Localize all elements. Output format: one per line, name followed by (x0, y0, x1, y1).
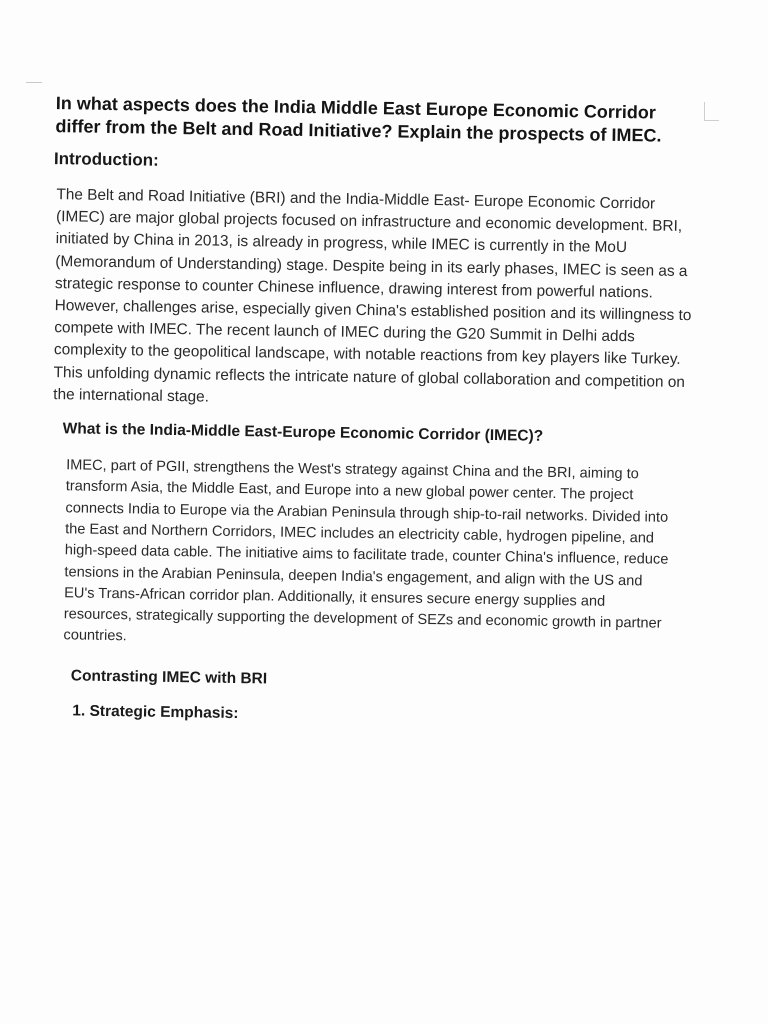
strategic-emphasis-heading: 1. Strategic Emphasis: (72, 702, 239, 722)
imec-section-heading: What is the India-Middle East-Europe Economic Corridor (IMEC)? (62, 420, 544, 445)
contrast-section-heading: Contrasting IMEC with BRI (70, 667, 268, 688)
scan-corner-bracket (704, 102, 719, 121)
introduction-paragraph: The Belt and Road Initiative (BRI) and the India-Middle East- Europe Economic Corridor (IMEC) are major global projects focused on infrastructure and economic development. BRI, initiated by China in 2013, is already in progress, while IMEC is currently in the MoU (Memorandum of Understanding) stage. Despite being in its early phases, IMEC is seen as a strategic response to counter Chinese influence, drawing interest from powerful nations. However, challenges arise, especially given China's established position and its willingness to compete with IMEC. The recent launch of IMEC during the G20 Summit in Delhi adds complexity to the geopolitical landscape, with notable reactions from key players like Turkey. This unfolding dynamic reflects the intricate nature of global collaboration and competition on the international stage. (53, 186, 692, 406)
question-heading: In what aspects does the India Middle East Europe Economic Corridor differ from the Belt and Road Initiative? Explain the prospects of IMEC. (55, 93, 662, 146)
imec-paragraph: IMEC, part of PGII, strengthens the West's strategy against China and the BRI, aiming to transform Asia, the Middle East, and Europe into a new global power center. The project connects India to Europe via the Arabian Peninsula through ship-to-rail networks. Divided into the East and Northern Corridors, IMEC includes an electricity cable, hydrogen pipeline, and high-speed data cable. The initiative aims to facilitate trade, counter China's influence, reduce tensions in the Arabian Peninsula, deepen India's engagement, and align with the US and EU's Trans-African corridor plan. Additionally, it ensures secure energy supplies and resources, strategically supporting the development of SEZs and economic growth in partner countries. (63, 457, 669, 645)
document-content (40, 92, 700, 747)
scan-corner-mark (26, 82, 42, 83)
introduction-heading: Introduction: (53, 149, 159, 170)
